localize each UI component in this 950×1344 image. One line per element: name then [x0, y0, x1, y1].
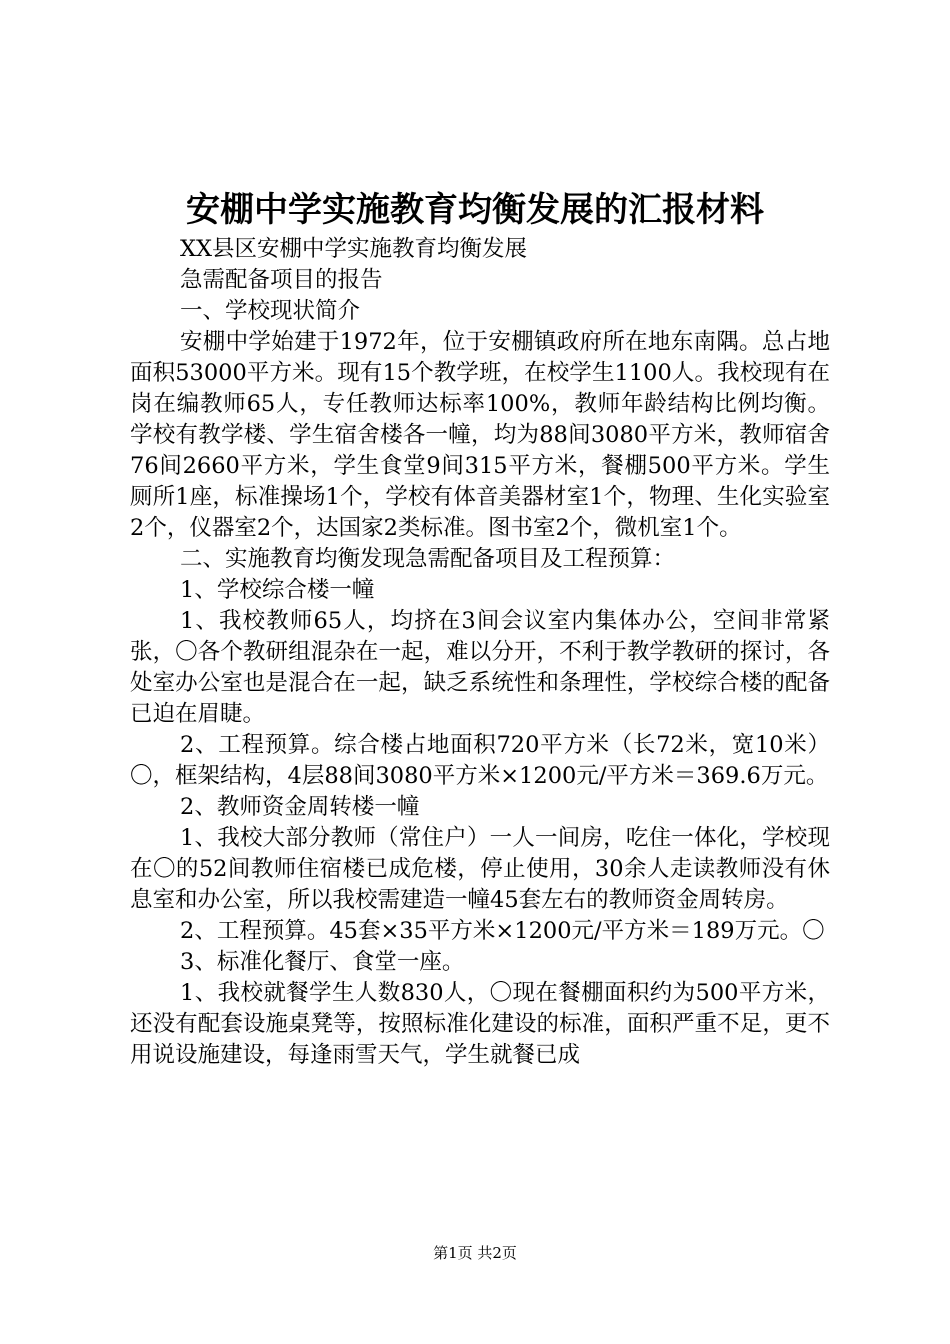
subsection-heading: 2、教师资金周转楼一幢	[180, 794, 420, 820]
paragraph: 急需配备项目的报告	[180, 267, 383, 293]
paragraph: 1、我校大部分教师（常住户）一人一间房，吃住一体化，学校现在〇的52间教师住宿楼已成危楼，停止使用，30余人走读教师没有休息室和办公室，所以我校需建造一幢45套左右的教师资金周转房。	[130, 825, 830, 913]
page-footer: 第1页 共2页	[433, 1244, 517, 1262]
paragraph: 2、工程预算。综合楼占地面积720平方米（长72米，宽10米）〇，框架结构，4层88间3080平方米×1200元/平方米＝369.6万元。	[130, 732, 830, 789]
paragraph: 2、工程预算。45套×35平方米×1200元/平方米＝189万元。〇	[180, 918, 825, 944]
paragraph: 安棚中学始建于1972年，位于安棚镇政府所在地东南隅。总占地面积53000平方米。现有15个教学班，在校学生1100人。我校现有在岗在编教师65人，专任教师达标率100%，教师年龄结构比例均衡。学校有教学楼、学生宿舍楼各一幢，均为88间3080平方米，教师宿舍76间2660平方米，学生食堂9间315平方米，餐棚500平方米。学生厕所1座，标准操场1个，学校有体音美器材室1个，物理、生化实验室2个，仪器室2个，达国家2类标准。图书室2个，微机室1个。	[130, 329, 830, 541]
subsection-heading: 3、标准化餐厅、食堂一座。	[180, 949, 465, 975]
section-heading: 二、实施教育均衡发现急需配备项目及工程预算：	[180, 546, 676, 572]
section-heading: 一、学校现状简介	[180, 298, 361, 324]
subsection-heading: 1、学校综合楼一幢	[180, 577, 375, 603]
paragraph: 1、我校就餐学生人数830人，〇现在餐棚面积约为500平方米，还没有配套设施桌凳等，按照标准化建设的标准，面积严重不足，更不用说设施建设，每逢雨雪天气，学生就餐已成	[130, 980, 830, 1068]
paragraph: 1、我校教师65人，均挤在3间会议室内集体办公，空间非常紧张，〇各个教研组混杂在一起，难以分开，不利于教学教研的探讨，各处室办公室也是混合在一起，缺乏系统性和条理性，学校综合楼的配备已迫在眉睫。	[130, 608, 830, 727]
paragraph: XX县区安棚中学实施教育均衡发展	[180, 236, 528, 262]
document-title: 安棚中学实施教育均衡发展的汇报材料	[186, 190, 764, 230]
document-body	[130, 234, 830, 1071]
